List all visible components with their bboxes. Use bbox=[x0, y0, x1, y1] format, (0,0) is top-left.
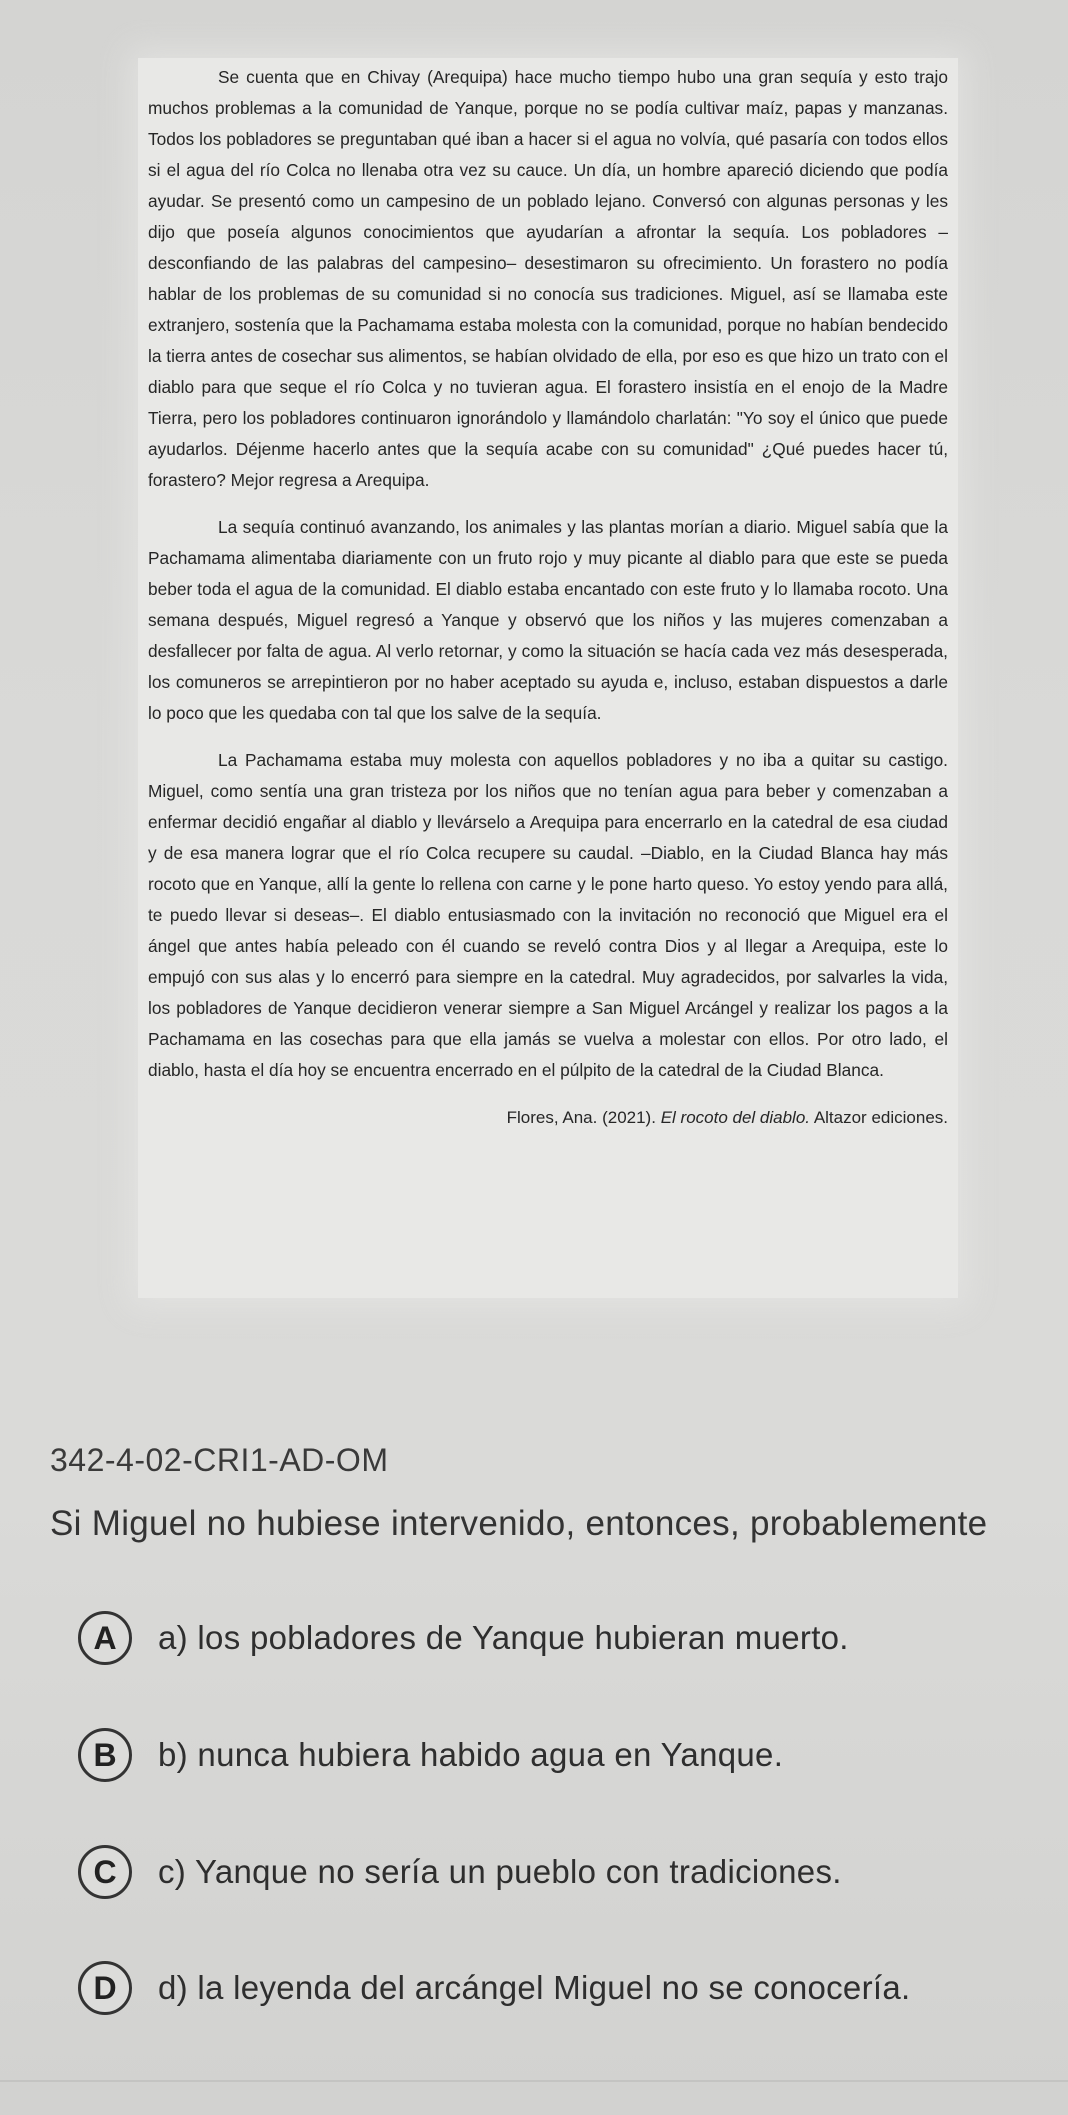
citation-author: Flores, Ana. (2021). bbox=[506, 1108, 656, 1127]
question-code: 342-4-02-CRI1-AD-OM bbox=[50, 1442, 389, 1478]
passage-paragraph-1: Se cuenta que en Chivay (Arequipa) hace mucho tiempo hubo una gran sequía y esto trajo muchos problemas a la comunidad de Yanque, porque no se podía cultivar maíz, papas y manzanas. Todos los pobladores se preguntaban qué iban a hacer si el agua no volvía, qué pasaría con todos ellos si el agua del río Colca no llenaba otra vez su cauce. Un día, un hombre apareció diciendo que podía ayudar. Se presentó como un campesino de un poblado lejano. Conversó con algunas personas y les dijo que poseía algunos conocimientos que ayudarían a afrontar la sequía. Los pobladores –desconfiando de las palabras del campesino– desestimaron su ofrecimiento. Un forastero no podía hablar de los problemas de su comunidad si no conocía sus tradiciones. Miguel, así se llamaba este extranjero, sostenía que la Pachamama estaba molesta con la comunidad, porque no habían bendecido la tierra antes de cosechar sus alimentos, se habían olvidado de ella, por eso es que hizo un trato con el diablo para que seque el río Colca y no tuvieran agua. El forastero insistía en el enojo de la Madre Tierra, pero los pobladores continuaron ignorándolo y llamándolo charlatán: "Yo soy el único que puede ayudarlos. Déjenme hacerlo antes que la sequía acabe con su comunidad" ¿Qué puedes hacer tú, forastero? Mejor regresa a Arequipa. bbox=[148, 67, 948, 490]
citation-title: El rocoto del diablo. bbox=[660, 1108, 811, 1127]
passage-paragraph-2: La sequía continuó avanzando, los animales y las plantas morían a diario. Miguel sabía que la Pachamama alimentaba diariamente con un fruto rojo y muy picante al diablo para que este se pueda beber toda el agua de la comunidad. El diablo estaba encantado con este fruto y lo llamaba rocoto. Una semana después, Miguel regresó a Yanque y observó que los niños y las mujeres comenzaban a desfallecer por falta de agua. Al verlo retornar, y como la situación se hacía cada vez más desesperada, los comuneros se arrepintieron por no haber aceptado su ayuda e, incluso, estaban dispuestos a darle lo poco que les quedaba con tal que los salve de la sequía. bbox=[148, 517, 948, 723]
option-c[interactable] bbox=[78, 1842, 842, 1902]
option-a-letter[interactable]: A bbox=[78, 1611, 132, 1665]
option-d[interactable] bbox=[78, 1958, 910, 2018]
option-b-text[interactable]: b) nunca hubiera habido agua en Yanque. bbox=[158, 1736, 784, 1773]
option-b[interactable] bbox=[78, 1725, 783, 1785]
option-d-letter[interactable]: D bbox=[78, 1961, 132, 2015]
option-b-letter[interactable]: B bbox=[78, 1728, 132, 1782]
reading-passage bbox=[148, 62, 948, 1149]
option-c-letter[interactable]: C bbox=[78, 1845, 132, 1899]
passage-paragraph-3: La Pachamama estaba muy molesta con aquellos pobladores y no iba a quitar su castigo. Miguel, como sentía una gran tristeza por los niños que no tenían agua para beber y comenzaban a enfermar decidió engañar al diablo y llevárselo a Arequipa para encerrarlo en la catedral de esa ciudad y de esa manera lograr que el río Colca recupere su caudal. –Diablo, en la Ciudad Blanca hay más rocoto que en Yanque, allí la gente lo rellena con carne y le pone harto queso. Yo estoy yendo para allá, te puedo llevar si deseas–. El diablo entusiasmado con la invitación no reconoció que Miguel era el ángel que antes había peleado con él cuando se reveló contra Dios y al llegar a Arequipa, este lo empujó con sus alas y lo encerró para siempre en la catedral. Muy agradecidos, por salvarles la vida, los pobladores de Yanque decidieron venerar siempre a San Miguel Arcángel y realizar los pagos a la Pachamama en las cosechas para que ella jamás se vuelva a molestar con ellos. Por otro lado, el diablo, hasta el día hoy se encuentra encerrado en el púlpito de la catedral de la Ciudad Blanca. bbox=[148, 750, 948, 1080]
option-a-text[interactable]: a) los pobladores de Yanque hubieran muerto. bbox=[158, 1619, 849, 1656]
option-a[interactable] bbox=[78, 1608, 849, 1668]
citation bbox=[148, 1102, 948, 1133]
option-c-text[interactable]: c) Yanque no sería un pueblo con tradiciones. bbox=[158, 1853, 842, 1890]
bottom-divider bbox=[0, 2080, 1068, 2082]
citation-publisher: Altazor ediciones. bbox=[813, 1108, 948, 1127]
option-d-text[interactable]: d) la leyenda del arcángel Miguel no se conocería. bbox=[158, 1969, 911, 2006]
question-prompt: Si Miguel no hubiese intervenido, entonces, probablemente bbox=[50, 1504, 988, 1543]
